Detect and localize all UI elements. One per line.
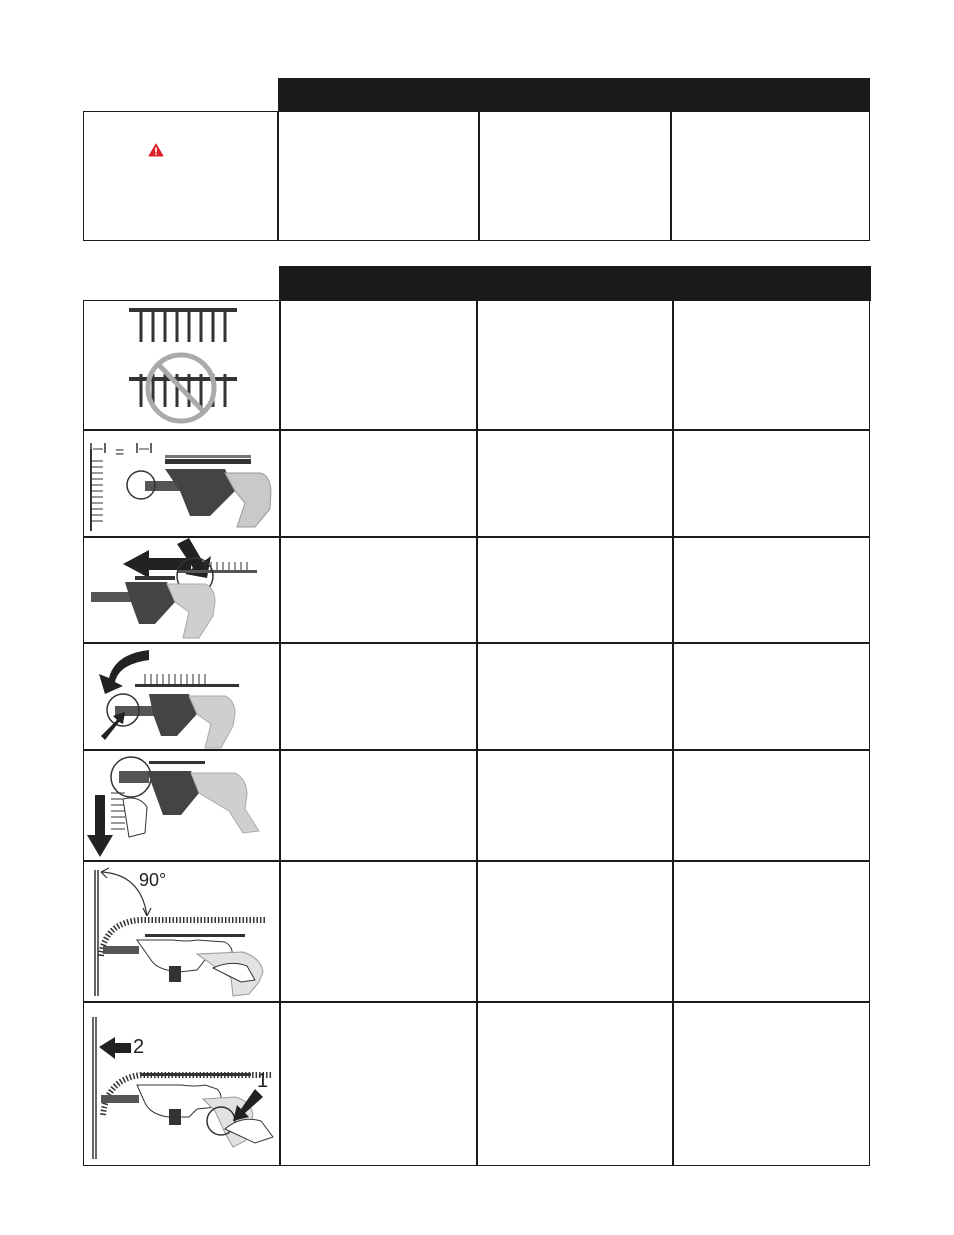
row-4-illustration [85,644,279,749]
nosepiece-rotate-icon [85,644,279,749]
angle-90-icon [85,862,279,1001]
row-1-illustration [85,302,279,429]
warning-table-header-bar [278,78,870,112]
warning-text-cell [279,113,477,239]
warning-text-cell [672,113,868,239]
step-1-label: 1 [257,1070,269,1092]
angle-90-label: 90° [139,870,167,890]
assembly-table-header-bar [279,266,871,301]
step-2-label: 2 [133,1036,145,1058]
warning-text-cell [480,113,669,239]
row-3-illustration [85,538,279,642]
row-7-illustration [85,1003,279,1165]
row-5-illustration [85,751,279,860]
release-sequence-icon [85,1003,279,1165]
strip-loading-icon [85,538,279,642]
strip-pull-down-icon [85,751,279,860]
row-6-illustration [85,862,279,1001]
warning-triangle-icon [148,143,164,157]
row-2-illustration [85,431,279,536]
warning-cell [85,113,277,239]
screw-strip-orientation-icon [85,302,279,429]
depth-setting-icon [85,431,279,536]
svg-text:=: = [115,444,125,461]
